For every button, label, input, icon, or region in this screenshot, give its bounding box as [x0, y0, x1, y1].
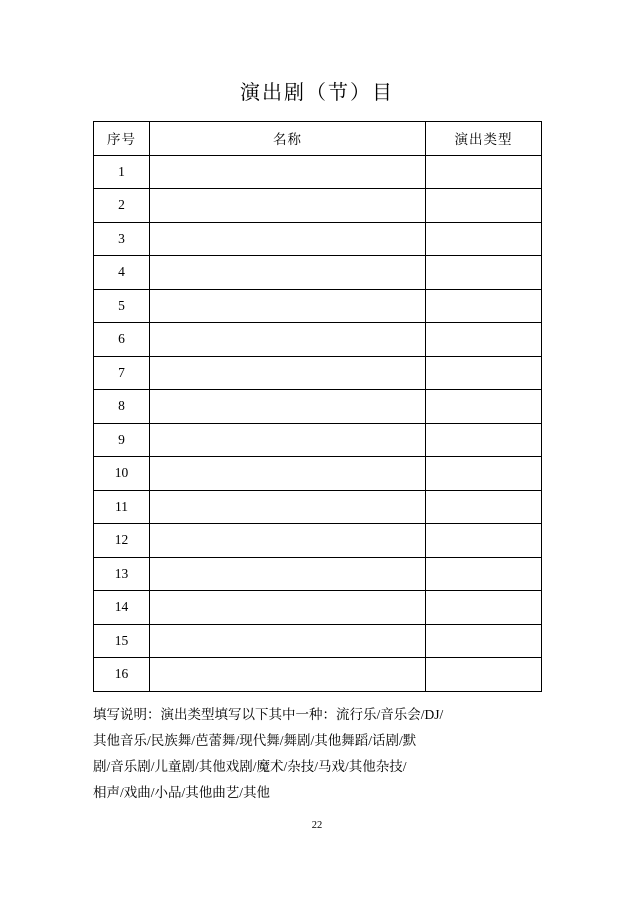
page-number: 22 — [311, 820, 323, 831]
cell-name[interactable] — [150, 222, 426, 256]
table-row — [94, 222, 542, 256]
table-row — [94, 390, 542, 424]
cell-seq: 5 — [94, 289, 150, 323]
cell-name[interactable] — [150, 557, 426, 591]
fill-instructions-line-3: 剧/音乐剧/儿童剧/其他戏剧/魔术/杂技/马戏/其他杂技/ — [93, 758, 407, 774]
cell-type[interactable] — [426, 624, 542, 658]
table-row — [94, 189, 542, 223]
table-row — [94, 524, 542, 558]
table-row — [94, 658, 542, 692]
cell-type[interactable] — [426, 222, 542, 256]
table-row — [94, 356, 542, 390]
cell-type[interactable] — [426, 356, 542, 390]
cell-type[interactable] — [426, 524, 542, 558]
cell-seq: 2 — [94, 189, 150, 223]
table-row — [94, 155, 542, 189]
cell-seq: 12 — [94, 524, 150, 558]
cell-type[interactable] — [426, 390, 542, 424]
cell-type[interactable] — [426, 591, 542, 625]
performance-table — [93, 121, 542, 692]
cell-seq: 6 — [94, 323, 150, 357]
cell-seq: 16 — [94, 658, 150, 692]
performance-table-container — [93, 121, 541, 692]
table-row — [94, 423, 542, 457]
table-row — [94, 256, 542, 290]
column-header-type: 演出类型 — [426, 122, 542, 156]
table-header-row — [94, 122, 542, 156]
cell-seq: 3 — [94, 222, 150, 256]
cell-name[interactable] — [150, 289, 426, 323]
cell-seq: 7 — [94, 356, 150, 390]
cell-seq: 8 — [94, 390, 150, 424]
cell-name[interactable] — [150, 624, 426, 658]
cell-type[interactable] — [426, 457, 542, 491]
cell-name[interactable] — [150, 356, 426, 390]
cell-name[interactable] — [150, 591, 426, 625]
cell-name[interactable] — [150, 390, 426, 424]
fill-instructions — [93, 692, 541, 806]
table-row — [94, 490, 542, 524]
cell-type[interactable] — [426, 557, 542, 591]
cell-name[interactable] — [150, 423, 426, 457]
cell-name[interactable] — [150, 658, 426, 692]
table-row — [94, 557, 542, 591]
table-row — [94, 624, 542, 658]
cell-name[interactable] — [150, 490, 426, 524]
cell-type[interactable] — [426, 490, 542, 524]
cell-name[interactable] — [150, 524, 426, 558]
cell-type[interactable] — [426, 289, 542, 323]
table-row — [94, 457, 542, 491]
cell-seq: 11 — [94, 490, 150, 524]
table-row — [94, 289, 542, 323]
cell-seq: 15 — [94, 624, 150, 658]
table-row — [94, 591, 542, 625]
cell-seq: 10 — [94, 457, 150, 491]
cell-name[interactable] — [150, 457, 426, 491]
cell-name[interactable] — [150, 323, 426, 357]
fill-instructions-line-2: 其他音乐/民族舞/芭蕾舞/现代舞/舞剧/其他舞蹈/话剧/默 — [93, 732, 417, 748]
cell-name[interactable] — [150, 189, 426, 223]
fill-instructions-line-4: 相声/戏曲/小品/其他曲艺/其他 — [93, 784, 271, 800]
table-row — [94, 323, 542, 357]
cell-seq: 1 — [94, 155, 150, 189]
column-header-name: 名称 — [150, 122, 426, 156]
cell-type[interactable] — [426, 323, 542, 357]
cell-type[interactable] — [426, 256, 542, 290]
cell-seq: 14 — [94, 591, 150, 625]
table-body — [94, 155, 542, 691]
fill-instructions-line-1: 填写说明：演出类型填写以下其中一种：流行乐/音乐会/DJ/ — [93, 706, 444, 722]
cell-seq: 9 — [94, 423, 150, 457]
cell-seq: 13 — [94, 557, 150, 591]
cell-type[interactable] — [426, 423, 542, 457]
page-title: 演出剧（节）目 — [240, 82, 394, 104]
cell-seq: 4 — [94, 256, 150, 290]
cell-name[interactable] — [150, 256, 426, 290]
cell-name[interactable] — [150, 155, 426, 189]
cell-type[interactable] — [426, 658, 542, 692]
cell-type[interactable] — [426, 155, 542, 189]
cell-type[interactable] — [426, 189, 542, 223]
column-header-seq: 序号 — [94, 122, 150, 156]
table-head — [94, 122, 542, 156]
